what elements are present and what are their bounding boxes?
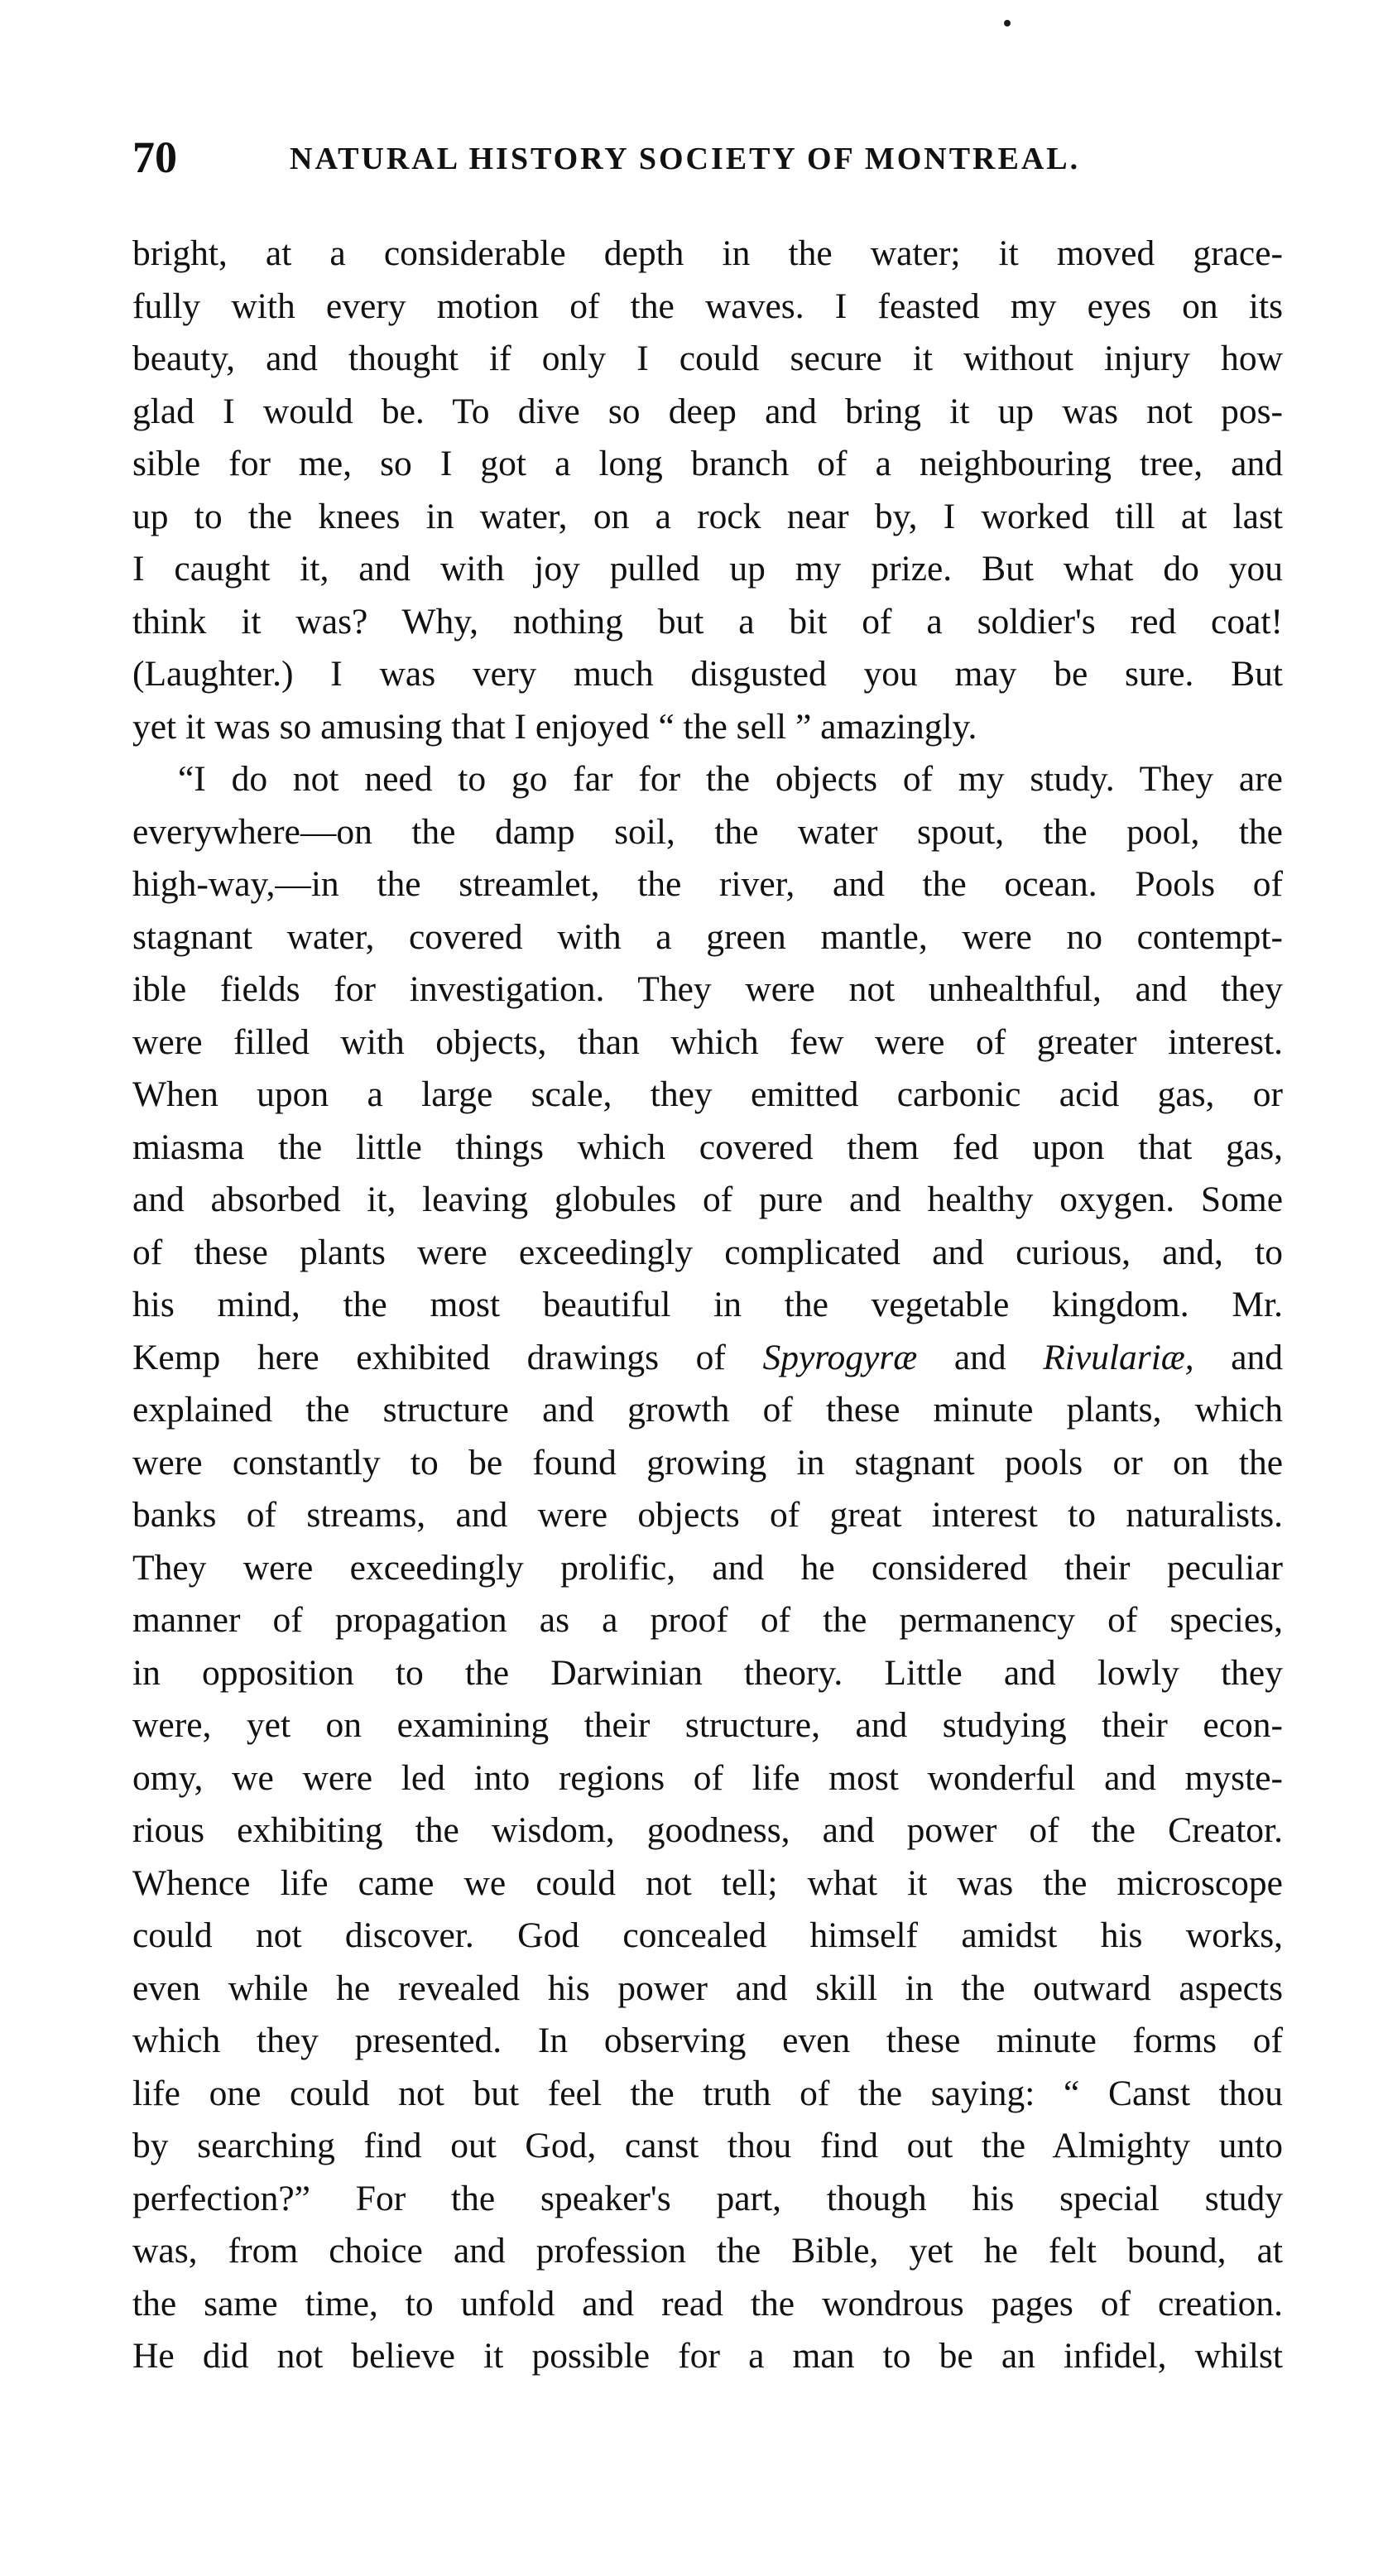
text-line: “I do not need to go far for the objects of my study. They are — [178, 759, 1283, 799]
text-line: bright, at a considerable depth in the water; it moved grace- — [132, 233, 1283, 273]
text-line: by searching find out God, canst thou find out the Almighty unto — [132, 2126, 1283, 2165]
text-line: which they presented. In observing even these minute forms of — [132, 2021, 1283, 2060]
text-line: (Laughter.) I was very much disgusted you may be sure. But — [132, 654, 1283, 694]
text-fragment: and — [953, 1337, 1006, 1377]
text-line: miasma the little things which covered them fed upon that gas, — [132, 1127, 1283, 1167]
text-line: even while he revealed his power and skill in the outward aspects — [132, 1968, 1283, 2008]
text-line: sible for me, so I got a long branch of a neighbouring tree, and — [132, 444, 1283, 483]
text-line: beauty, and thought if only I could secure it without injury how — [132, 339, 1283, 378]
page-number: 70 — [132, 132, 177, 182]
text-line: in opposition to the Darwinian theory. Little and lowly they — [132, 1652, 1283, 1693]
text-line: He did not believe it possible for a man to be an infidel, whilst — [132, 2336, 1283, 2376]
text-line: were, yet on examining their structure, and studying their econ- — [132, 1705, 1283, 1745]
text-line: life one could not but feel the truth of the saying: “ Canst thou — [132, 2073, 1283, 2113]
body-text — [132, 228, 1283, 2383]
text-line: were constantly to be found growing in stagnant pools or on the — [132, 1442, 1283, 1483]
text-line: glad I would be. To dive so deep and bring it up was not pos- — [132, 391, 1283, 431]
text-line: think it was? Why, nothing but a bit of a soldier's red coat! — [132, 601, 1283, 642]
text-line: When upon a large scale, they emitted carbonic acid gas, or — [132, 1074, 1283, 1114]
text-line: perfection?” For the speaker's part, though his special study — [132, 2178, 1283, 2218]
text-line: ible fields for investigation. They were not unhealthful, and they — [132, 969, 1283, 1009]
text-line-with-italics — [132, 1332, 1283, 1385]
text-line: his mind, the most beautiful in the vegetable kingdom. Mr. — [132, 1285, 1283, 1324]
text-line: Whence life came we could not tell; what it was the microscope — [132, 1862, 1283, 1903]
text-line: up to the knees in water, on a rock near by, I worked till at last — [132, 496, 1283, 536]
running-title: NATURAL HISTORY SOCIETY OF MONTREAL. — [290, 142, 1081, 176]
text-line: could not discover. God concealed himself amidst his works, — [132, 1915, 1283, 1955]
text-line: yet it was so amusing that I enjoyed “ the sell ” amazingly. — [132, 706, 977, 747]
text-line: I caught it, and with joy pulled up my prize. But what do you — [132, 549, 1283, 589]
print-speck — [1004, 20, 1011, 26]
text-line: banks of streams, and were objects of great interest to naturalists. — [132, 1495, 1283, 1535]
text-fragment: Kemp here exhibited drawings of — [132, 1337, 726, 1377]
text-fragment: and — [1231, 1337, 1284, 1377]
text-line: everywhere—on the damp soil, the water spout, the pool, the — [132, 811, 1283, 852]
text-line: fully with every motion of the waves. I feasted my eyes on its — [132, 286, 1283, 326]
running-head — [132, 132, 1291, 182]
text-line: manner of propagation as a proof of the permanency of species, — [132, 1600, 1283, 1640]
text-line: was, from choice and profession the Bible, yet he felt bound, at — [132, 2231, 1283, 2271]
text-line: stagnant water, covered with a green mantle, were no contempt- — [132, 916, 1283, 957]
text-line: the same time, to unfold and read the wondrous pages of creation. — [132, 2283, 1283, 2324]
text-line: They were exceedingly prolific, and he considered their peculiar — [132, 1547, 1283, 1588]
text-line: of these plants were exceedingly complicated and curious, and, to — [132, 1232, 1283, 1272]
text-line: omy, we were led into regions of life most wonderful and myste- — [132, 1757, 1283, 1798]
italic-term: Rivulariæ, — [1043, 1337, 1194, 1377]
text-line: rious exhibiting the wisdom, goodness, and power of the Creator. — [132, 1810, 1283, 1850]
text-line: high-way,—in the streamlet, the river, and the ocean. Pools of — [132, 864, 1283, 904]
text-line: were filled with objects, than which few were of greater interest. — [132, 1021, 1283, 1062]
text-line: and absorbed it, leaving globules of pure and healthy oxygen. Some — [132, 1180, 1283, 1219]
text-line: explained the structure and growth of these minute plants, which — [132, 1390, 1283, 1430]
italic-term: Spyrogyræ — [762, 1337, 918, 1377]
